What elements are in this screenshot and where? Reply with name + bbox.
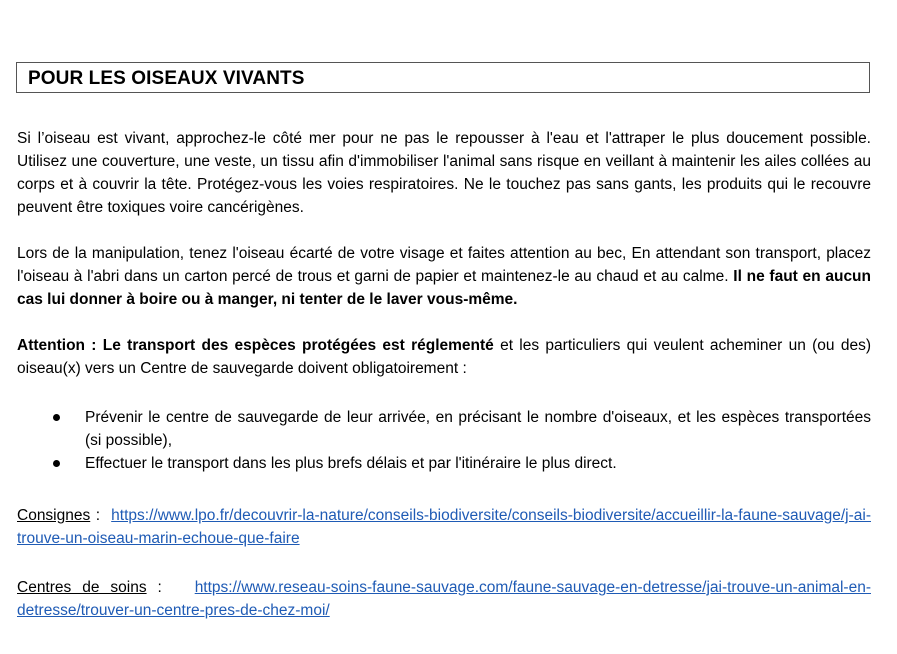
- paragraph-text: et les particuliers qui veulent acheminer un (ou des) oiseau(x) vers un Centre de sauvegarde doivent obligatoirement :: [17, 337, 871, 377]
- consignes-line: [17, 504, 871, 550]
- warning-bold-text: Il ne faut en aucun cas lui donner à boire ou à manger, ni tenter de le laver vous-même.: [17, 268, 871, 308]
- consignes-link[interactable]: https://www.lpo.fr/decouvrir-la-nature/conseils-biodiversite/conseils-biodiversite/accueillir-la-faune-sauvage/j-ai-trouve-un-oiseau-marin-echoue-que-faire: [17, 507, 871, 547]
- centres-separator: :: [146, 579, 195, 596]
- list-item: [17, 406, 871, 452]
- attention-bold-text: Attention : Le transport des espèces protégées est réglementé: [17, 337, 494, 354]
- list-item: [17, 452, 871, 475]
- paragraph-manipulation: [17, 242, 871, 311]
- bullet-icon: [53, 460, 60, 467]
- centres-label: Centres de soins: [17, 579, 147, 596]
- consignes-separator: :: [90, 507, 112, 524]
- consignes-label: Consignes: [17, 507, 91, 524]
- centres-line: [17, 576, 871, 622]
- centres-link[interactable]: https://www.reseau-soins-faune-sauvage.com/faune-sauvage-en-detresse/jai-trouve-un-animal-en-detresse/trouver-un-centre-pres-de-chez-moi/: [17, 579, 871, 619]
- paragraph-text: Lors de la manipulation, tenez l'oiseau écarté de votre visage et faites attention au bec, En attendant son transport, placez l'oiseau à l'abri dans un carton percé de trous et garni de papier et maintenez-le au chaud et au calme.: [17, 245, 871, 285]
- paragraph-live-bird-handling: [17, 127, 871, 219]
- section-title: POUR LES OISEAUX VIVANTS: [28, 68, 305, 89]
- section-title-box: [16, 62, 870, 93]
- list-item-text: Prévenir le centre de sauvegarde de leur arrivée, en précisant le nombre d'oiseaux, et les espèces transportées (si possible),: [85, 409, 871, 449]
- paragraph-transport: [17, 334, 871, 380]
- bullet-icon: [53, 414, 60, 421]
- bullet-list: [17, 406, 871, 475]
- list-item-text: Effectuer le transport dans les plus brefs délais et par l'itinéraire le plus direct.: [85, 455, 617, 472]
- paragraph-text: Si l’oiseau est vivant, approchez-le côté mer pour ne pas le repousser à l'eau et l'attraper le plus doucement possible. Utilisez une couverture, une veste, un tissu afin d'immobiliser l'animal sans risque en veillant à maintenir les ailes collées au corps et à couvrir la tête. Protégez-vous les voies respiratoires. Ne le touchez pas sans gants, les produits qui le recouvre peuvent être toxiques voire cancérigènes.: [17, 130, 871, 216]
